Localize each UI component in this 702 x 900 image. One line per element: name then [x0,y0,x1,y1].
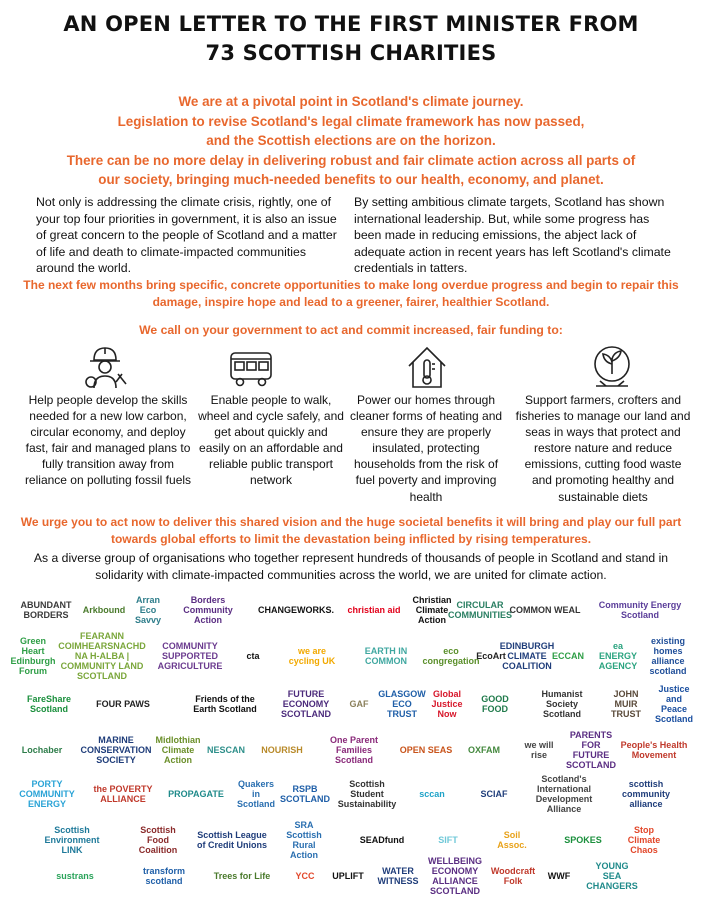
charity-logo: sccan [419,789,445,799]
solidarity-statement: As a diverse group of organisations who together represent hundreds of thousands of people in Scotland and stand in solidarity with climate-impacted communities across the world, we are united for climate action. [33,551,669,582]
charity-logo: Scottish Food Coalition [138,825,178,855]
intro-line-1: We are at a pivotal point in Scotland's climate journey. [178,94,524,109]
charity-logo: One Parent Families Scotland [329,735,378,765]
charity-logo: NOURISH [261,745,303,755]
charity-logo: NESCAN [206,745,245,755]
charity-logo: scottish community alliance [621,779,670,809]
charity-logo: we are cycling UK [288,646,336,666]
worker-icon [80,344,130,390]
charity-logo: Soil Assoc. [497,830,527,850]
charity-logo: Stop Climate Chaos [627,825,661,855]
action-item: Help people develop the skills needed for a new low carbon, circular economy, and deploy fast, fair and managed plans to fully transition away from reliance on polluting fossil fuels [24,393,192,488]
charity-logo: FEARANN COIMHEARSNACHD NA H-ALBA | COMMUNITY LAND SCOTLAND [58,631,146,681]
charity-logo: Christian Climate Action [412,595,452,625]
charity-logo: eco congregation [422,646,480,666]
charity-logo: the POVERTY ALLIANCE [93,784,153,804]
charity-logo: WWF [547,871,571,881]
charity-logo: UPLIFT [332,871,364,881]
title-line-2: 73 SCOTTISH CHARITIES [205,41,497,65]
charity-logo: CIRCULAR COMMUNITIES [448,600,512,620]
charity-logo: EDINBURGH CLIMATE COALITION [499,641,555,671]
charity-logo: PROPAGATE [168,789,224,799]
charity-logo: we will rise [524,740,554,760]
charity-logo: Arkbound [82,605,126,615]
charity-logo: Humanist Society Scotland [541,689,583,719]
charity-logo: PARENTS FOR FUTURE SCOTLAND [566,730,616,770]
charity-logo: YOUNG SEA CHANGERS [586,861,638,891]
charity-logo: Midlothian Climate Action [155,735,201,765]
body-left-paragraph: Not only is addressing the climate crisis, rightly, one of your top four priorities in government, it is also an issue of great concern to the people of Scotland and a matter of life and death to climate-impacted communities around the world. [36,195,337,276]
charity-logo: Scottish League of Credit Unions [197,830,267,850]
charity-logo: ABUNDANT BORDERS [20,600,72,620]
intro-statement [20,92,682,190]
charity-logo: EcoArt [476,651,506,661]
next-months-statement: The next few months bring specific, concrete opportunities to make long overdue progress and begin to repair this damage, inspire hope and lead to a greener, fairer, healthier Scotland. [23,278,679,309]
charity-logo: MARINE CONSERVATION SOCIETY [80,735,152,765]
intro-line-2: Legislation to revise Scotland's legal climate framework has now passed, [117,113,585,129]
charity-logo: GLASGOW ECO TRUST [378,689,426,719]
charity-logo: YCC [295,871,315,881]
charity-logo: COMMUNITY SUPPORTED AGRICULTURE [157,641,223,671]
charity-logo: SEADfund [359,835,405,845]
charity-logo: PORTY COMMUNITY ENERGY [19,779,75,809]
charity-logo: Friends of the Earth Scotland [193,694,257,714]
charity-logo: Borders Community Action [183,595,233,625]
charity-logo: WATER WITNESS [377,866,419,886]
charity-logo: GOOD FOOD [481,694,509,714]
charity-logo: Community Energy Scotland [598,600,682,620]
charity-logo: EARTH IN COMMON [364,646,408,666]
charity-logo: JOHN MUIR TRUST [611,689,641,719]
charity-logo: christian aid [347,605,401,615]
charity-logo: Lochaber [21,745,63,755]
charity-logo: Woodcraft Folk [490,866,536,886]
charity-logo: Scottish Student Sustainability [337,779,397,809]
action-item: Enable people to walk, wheel and cycle safely, and get about quickly and easily on an affordable and reliable public transport network [198,393,344,488]
title-line-1: AN OPEN LETTER TO THE FIRST MINISTER FROM [63,12,639,36]
charity-logo: ea ENERGY AGENCY [598,641,638,671]
charity-logo: SPOKES [564,835,602,845]
charity-logo: WELLBEING ECONOMY ALLIANCE SCOTLAND [428,856,482,896]
charity-logo: OPEN SEAS [399,745,453,755]
charity-logo: Trees for Life [213,871,271,881]
intro-line-4: There can be no more delay in delivering robust and fair climate action across all parts of [66,152,636,168]
action-item: Power our homes through cleaner forms of heating and ensure they are properly insulated, protecting households from the risk of fuel poverty and improving health [349,393,503,504]
charity-logo: FUTURE ECONOMY SCOTLAND [281,689,331,719]
charity-logo: existing homes alliance scotland [649,636,687,676]
charity-logo: CHANGEWORKS. [258,605,334,615]
farm-plant-icon [590,344,634,390]
charity-logo: FOUR PAWS [96,699,150,709]
bus-icon [228,350,274,388]
charity-logo: Arran Eco Savvy [134,595,162,625]
charity-logo: RSPB SCOTLAND [280,784,330,804]
action-item: Support farmers, crofters and fisheries to manage our land and seas in ways that protect and restore nature and reduce emissions, cutting food waste and promoting healthy and sustainable diets [515,393,691,504]
charity-logo: People's Health Movement [620,740,688,760]
letter-title [0,10,702,68]
charity-logo: Scotland's International Development Alliance [535,774,593,814]
charity-logo: GAF [349,699,369,709]
charity-logo: FareShare Scotland [26,694,72,714]
charity-logo: SRA Scottish Rural Action [286,820,322,860]
charity-logo: Green Heart Edinburgh Forum [10,636,56,676]
charity-logo: Scottish Environment LINK [44,825,100,855]
charity-logo: ECCAN [551,651,584,661]
intro-line-3: and the Scottish elections are on the horizon. [206,133,496,148]
charity-logo: SIFT [438,835,458,845]
charity-logo: Justice and Peace Scotland [654,684,693,724]
urge-statement: We urge you to act now to deliver this shared vision and the huge societal benefits it will bring and play our full part towards global efforts to limit the devastation being inflicted by rising temperatures. [20,515,682,546]
charity-logo: transform scotland [142,866,185,886]
body-right-paragraph: By setting ambitious climate targets, Scotland has shown international leadership. But, while some progress has been made in reducing emissions, the abject lack of adequate action in recent years has left Scotland's climate credentials in tatters. [354,195,671,276]
charity-logo: SCIAF [480,789,508,799]
charity-logo: OXFAM [467,745,500,755]
charity-logo: Global Justice Now [431,689,463,719]
charity-logo: cta [246,651,260,661]
home-thermometer-icon [405,344,449,390]
charity-logo: Quakers in Scotland [236,779,275,809]
charity-logo: sustrans [56,871,94,881]
intro-line-5: our society, bringing much-needed benefits to our health, economy, and planet. [98,172,604,187]
call-statement: We call on your government to act and commit increased, fair funding to: [139,323,563,337]
charity-logo: COMMON WEAL [509,605,581,615]
